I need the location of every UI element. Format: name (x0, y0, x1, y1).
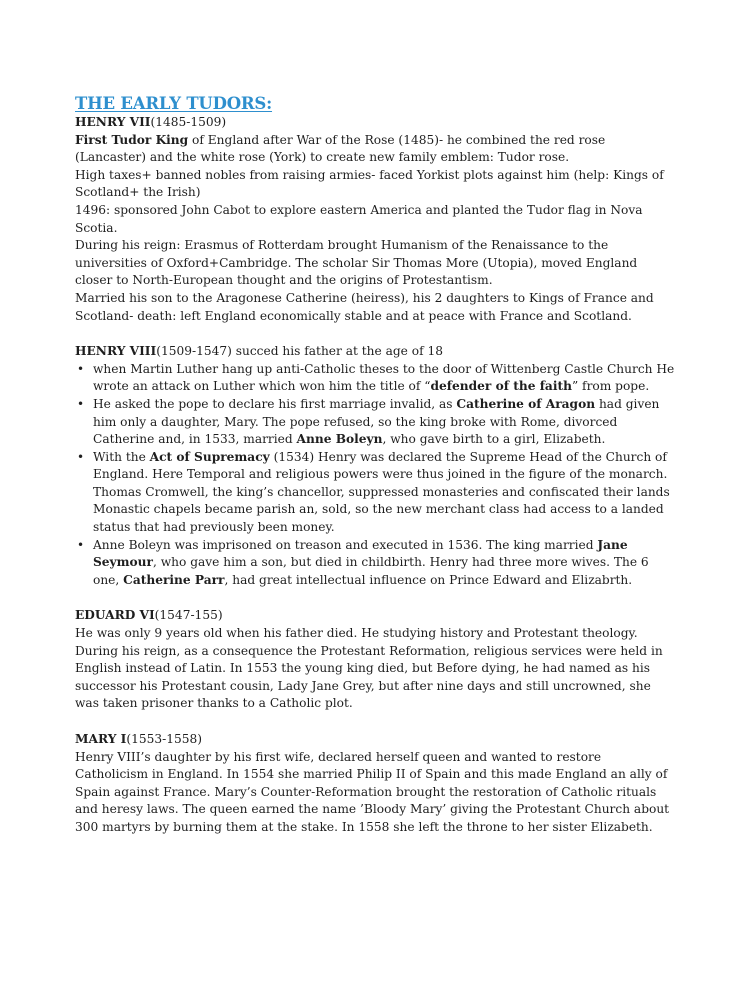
heading-intro: succed his father at the age of 18 (231, 344, 443, 359)
spacer (75, 589, 675, 607)
text: He asked the pope to declare his first marriage invalid, as (93, 396, 457, 411)
section-heading (75, 731, 675, 749)
section-mary-i (75, 731, 675, 837)
bullet-list (75, 361, 675, 590)
list-item (75, 396, 675, 449)
section-eduard-vi (75, 607, 675, 713)
bullet-icon: • (77, 537, 85, 552)
paragraph: During his reign: Erasmus of Rotterdam brought Humanism of the Renaissance to the universities of Oxford+Cambridge. The scholar Sir Thomas More (Utopia), moved England closer to North-European thought and the origins of Protestantism. (75, 238, 638, 288)
paragraph: High taxes+ banned nobles from raising armies- faced Yorkist plots against him (help: Kings of Scotland+ the Irish) (75, 167, 664, 200)
queen-name: MARY I (75, 732, 127, 746)
emphasis: Catherine Parr (123, 572, 225, 587)
text: Anne Boleyn was imprisoned on treason and executed in 1536. The king married (93, 537, 598, 552)
bullet-icon: • (77, 361, 85, 376)
paragraph (75, 132, 675, 167)
bullet-icon: • (77, 396, 85, 411)
paragraph: Married his son to the Aragonese Catherine (heiress), his 2 daughters to Kings of France and Scotland- death: left England economically stable and at peace with France and Scotland. (75, 290, 654, 323)
text: With the (93, 449, 150, 464)
emphasis: Act of Supremacy (149, 449, 270, 464)
reign-dates: (1553-1558) (126, 732, 203, 746)
king-name: HENRY VII (75, 115, 151, 129)
spacer (75, 325, 675, 343)
king-name: HENRY VIII (75, 344, 157, 359)
section-heading (75, 114, 675, 132)
emphasis: defender of the faith (430, 379, 572, 394)
text: , who gave birth to a girl, Elizabeth. (382, 432, 606, 447)
document-title: THE EARLY TUDORS: (75, 94, 273, 113)
text: of England after War of the Rose (1485)- he combined the red rose (Lancaster) and the white rose (York) to create new family emblem: Tudor rose. (75, 132, 606, 165)
paragraph: 1496: sponsored John Cabot to explore eastern America and planted the Tudor flag in Nova Scotia. (75, 202, 643, 235)
reign-dates: (1547-155) (154, 608, 223, 623)
paragraph: Henry VIII’s daughter by his first wife, declared herself queen and wanted to restore Catholicism in England. In 1554 she married Philip II of Spain and this made England an ally of Spain against France. Mary’s Counter-Reformation brought the restoration of Catholic rituals and heresy laws. The queen earned the name ’Bloody Mary’ giving the Protestant Church about 300 martyrs by burning them at the stake. In 1558 she left the throne to her sister Elizabeth. (75, 749, 670, 834)
text: , had great intellectual influence on Prince Edward and Elizabrth. (224, 572, 633, 587)
text: (1534) Henry was declared the Supreme Head of the Church of England. Here Temporal and religious powers were thus joined in the figure of the monarch. Thomas Cromwell, the king’s chancellor, suppressed monasteries and confiscated their lands Monastic chapels became parish an, sold, so the new merchant class had access to a landed status that had previously been money. (93, 449, 670, 535)
text: when Martin Luther hang up anti-Catholic theses to the door of Wittenberg Castle Church He wrote an attack on Luther which won him the title of “ (93, 361, 675, 394)
section-heading (75, 607, 675, 625)
reign-dates: (1509-1547) (156, 344, 232, 359)
section-henry-vii (75, 114, 675, 325)
king-name: EDUARD VI (75, 608, 155, 623)
text: , who gave him a son, but died in childbirth. Henry had three more wives. The 6 one, (93, 555, 649, 587)
document-page (75, 94, 675, 837)
section-heading (75, 343, 675, 361)
section-henry-viii (75, 343, 675, 589)
text: ” from pope. (571, 379, 650, 394)
paragraph: He was only 9 years old when his father died. He studying history and Protestant theology. During his reign, as a consequence the Protestant Reformation, religious services were held in English instead of Latin. In 1553 the young king died, but Before dying, he had named as his successor his Protestant cousin, Lady Jane Grey, but after nine days and still uncrowned, she was taken prisoner thanks to a Catholic plot. (75, 626, 663, 711)
text: had given him only a daughter, Mary. The pope refused, so the king broke with Rome, divorced Catherine and, in 1533, married (93, 396, 660, 447)
reign-dates: (1485-1509) (150, 115, 227, 129)
emphasis: First Tudor King (75, 132, 189, 147)
list-item (75, 449, 675, 537)
emphasis: Catherine of Aragon (456, 396, 596, 411)
bullet-icon: • (77, 449, 85, 464)
list-item (75, 361, 675, 396)
spacer (75, 713, 675, 731)
list-item (75, 537, 675, 590)
emphasis: Anne Boleyn (296, 432, 383, 447)
emphasis: Jane Seymour (93, 537, 628, 570)
